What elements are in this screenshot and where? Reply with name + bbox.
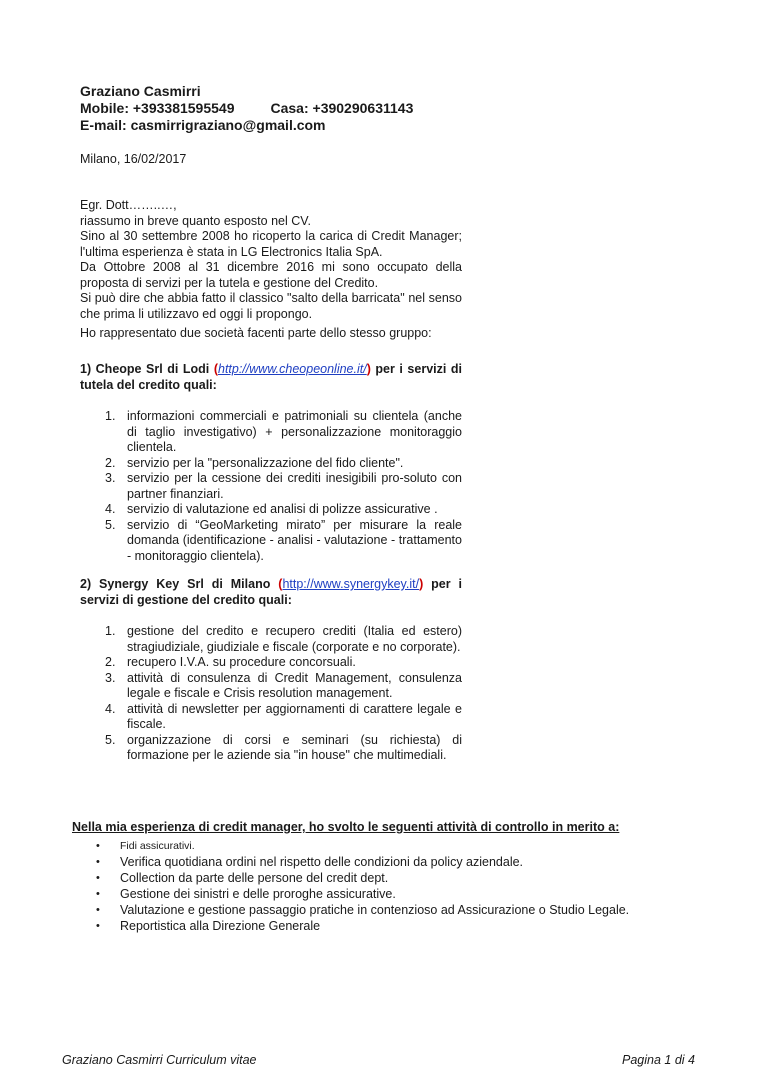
- bullet-icon: •: [96, 872, 100, 884]
- name: Graziano Casmirri: [80, 83, 201, 99]
- list-item: • Reportistica alla Direzione Generale: [96, 919, 321, 933]
- letter-line: Si può dire che abbia fatto il classico "salto della barricata" nel senso che prima li utilizzavo ed oggi li propongo.: [80, 291, 462, 321]
- list-item: 5. organizzazione di corsi e seminari (su richiesta) di formazione per le aziende sia "in house" che multimediali.: [105, 732, 462, 762]
- list-item: 2. recupero I.V.A. su procedure concorsuali.: [105, 655, 356, 669]
- email: E-mail: casmirrigraziano@gmail.com: [80, 117, 326, 133]
- company-suffix: per i servizi di gestione del credito quali:: [80, 577, 462, 607]
- synergy-link[interactable]: http://www.synergykey.it/: [282, 577, 420, 591]
- list-item: • Valutazione e gestione passaggio pratiche in contenzioso ad Assicurazione o Studio Legale.: [96, 903, 630, 917]
- bullet-icon: •: [96, 840, 100, 852]
- letter-date: Milano, 16/02/2017: [80, 152, 187, 166]
- bullet-icon: •: [96, 904, 100, 916]
- list-item: 4. attività di newsletter per aggiornamenti di carattere legale e fiscale.: [105, 701, 462, 731]
- list-item: 2. servizio per la "personalizzazione del fido cliente".: [105, 455, 404, 470]
- list-item: 3. attività di consulenza di Credit Management, consulenza legale e fiscale e Crisis resolution management.: [105, 670, 462, 700]
- company-suffix: per i servizi di tutela del credito quali:: [80, 362, 462, 392]
- mobile-number: Mobile: +393381595549: [80, 100, 235, 116]
- list-item: 5. servizio di “GeoMarketing mirato” per misurare la reale domanda (identificazione - analisi - valutazione - trattamento - monitoraggio clientela).: [105, 517, 462, 563]
- list-item: 1. informazioni commerciali e patrimoniali su clientela (anche di taglio investigativo) + personalizzazione monitoraggio clientela.: [105, 409, 462, 454]
- footer-title: Graziano Casmirri Curriculum vitae: [62, 1053, 257, 1067]
- bullet-icon: •: [96, 856, 100, 868]
- cheope-services-list: [80, 409, 462, 564]
- list-item: 3. servizio per la cessione dei crediti inesigibili pro-soluto con partner finanziari.: [105, 471, 462, 501]
- letter-line: Sino al 30 settembre 2008 ho ricoperto la carica di Credit Manager; l'ultima esperienza è stata in LG Electronics Italia SpA.: [80, 229, 462, 259]
- home-number: Casa: +390290631143: [270, 100, 414, 116]
- list-item: • Fidi assicurativi.: [96, 840, 195, 852]
- experience-list: [72, 838, 629, 934]
- intro-paragraph: Ho rappresentato due società facenti parte dello stesso gruppo:: [80, 326, 432, 340]
- experience-heading: Nella mia esperienza di credit manager, ho svolto le seguenti attività di controllo in merito a:: [72, 820, 620, 834]
- company-name: 1) Cheope Srl di Lodi: [80, 362, 214, 376]
- letter-line: Da Ottobre 2008 al 31 dicembre 2016 mi sono occupato della proposta di servizi per la tutela e gestione del Credito.: [80, 260, 462, 290]
- list-item: 1. gestione del credito e recupero crediti (Italia ed estero) stragiudiziale, giudiziale e fiscale (corporate e no corporate).: [105, 624, 462, 654]
- company-heading-synergy: 2) Synergy Key Srl di Milano (http://www.synergykey.it/) per i servizi di gestione del credito quali:: [80, 577, 462, 607]
- cheope-link[interactable]: http://www.cheopeonline.it/: [218, 362, 367, 376]
- letter-line: riassumo in breve quanto esposto nel CV.: [80, 213, 311, 228]
- salutation: Egr. Dott……..…,: [80, 198, 177, 212]
- bullet-icon: •: [96, 888, 100, 900]
- list-item: • Verifica quotidiana ordini nel rispetto delle condizioni da policy aziendale.: [96, 855, 524, 869]
- synergy-services-list: [80, 624, 462, 764]
- contact-header: [80, 83, 413, 134]
- company-name: 2) Synergy Key Srl di Milano: [80, 577, 279, 591]
- page-number: Pagina 1 di 4: [622, 1053, 695, 1067]
- list-item: • Collection da parte delle persone del credit dept.: [96, 871, 389, 885]
- list-item: 4. servizio di valutazione ed analisi di polizze assicurative .: [105, 502, 438, 516]
- phone-row: [80, 100, 413, 117]
- list-item: • Gestione dei sinistri e delle proroghe assicurative.: [96, 887, 396, 901]
- letter-body: [80, 198, 462, 322]
- company-heading-cheope: 1) Cheope Srl di Lodi (http://www.cheopeonline.it/) per i servizi di tutela del credito quali:: [80, 362, 462, 392]
- bullet-icon: •: [96, 920, 100, 932]
